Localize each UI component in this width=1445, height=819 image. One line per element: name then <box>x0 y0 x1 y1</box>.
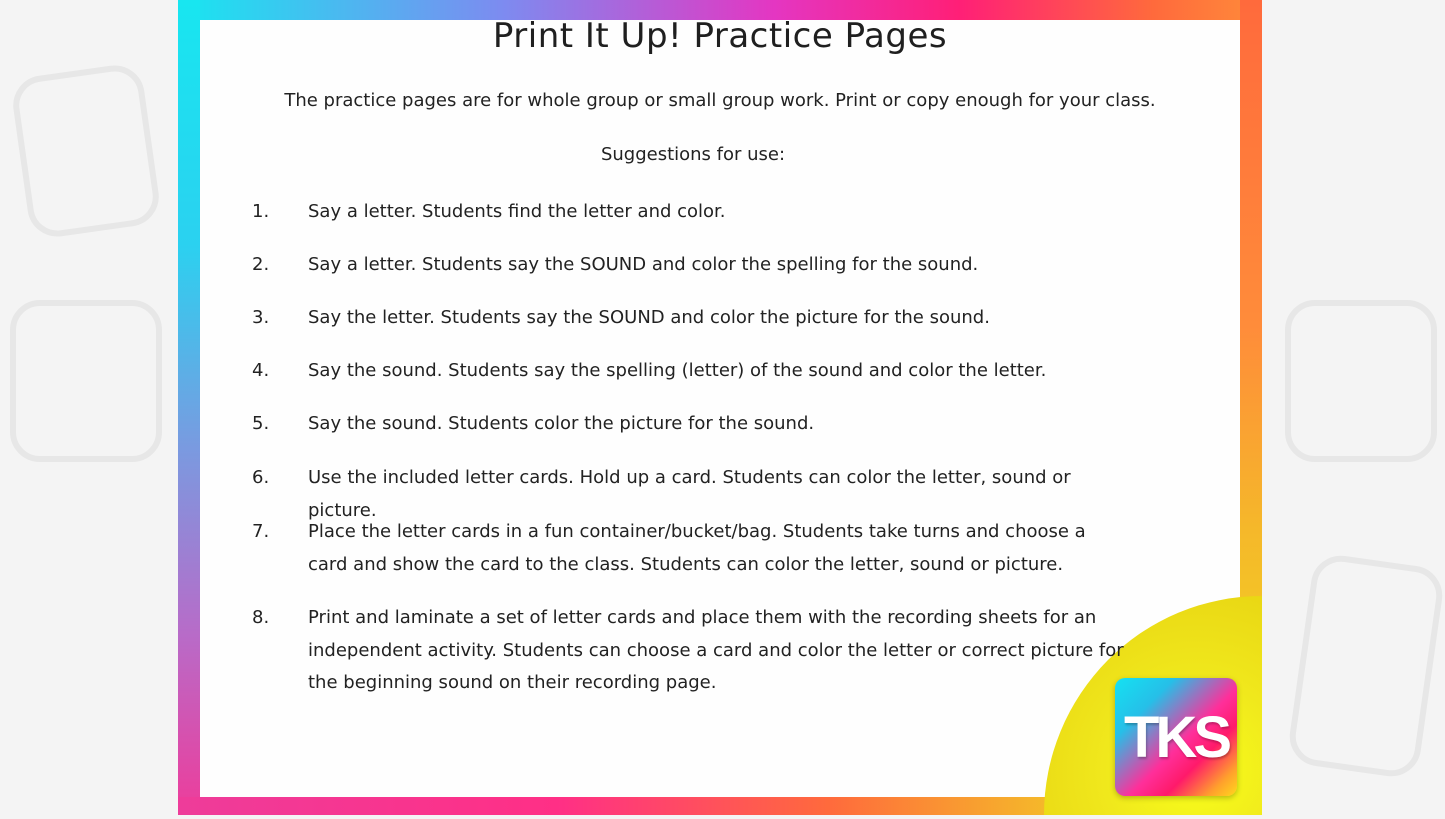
list-item-text: Place the letter cards in a fun container/bucket/bag. Students take turns and choose a card and show the card to the class. Students can color the letter, sound or picture. <box>308 521 1086 575</box>
list-item-text: Say the sound. Students color the picture for the sound. <box>308 413 815 434</box>
page-title: Print It Up! Practice Pages <box>492 16 948 56</box>
tks-logo <box>1115 678 1237 796</box>
intro-text: The practice pages are for whole group or small group work. Print or copy enough for your class. <box>284 90 1156 111</box>
background-doodle <box>1286 552 1445 780</box>
list-item-number: 1. <box>252 201 270 222</box>
list-item-number: 5. <box>252 413 270 434</box>
background-doodle <box>10 300 162 462</box>
list-item-text: Say a letter. Students find the letter and color. <box>308 201 726 222</box>
suggestions-heading: Suggestions for use: <box>600 144 786 165</box>
list-item-number: 7. <box>252 521 270 542</box>
list-item-number: 4. <box>252 360 270 381</box>
list-item-text: Say a letter. Students say the SOUND and color the spelling for the sound. <box>308 254 979 275</box>
list-item-text: Say the sound. Students say the spelling (letter) of the sound and color the letter. <box>308 360 1047 381</box>
list-item-number: 3. <box>252 307 270 328</box>
list-item-number: 8. <box>252 607 270 628</box>
frame-left-edge <box>178 0 200 815</box>
list-item-number: 6. <box>252 467 270 488</box>
list-item-number: 2. <box>252 254 270 275</box>
list-item-text: Use the included letter cards. Hold up a card. Students can color the letter, sound or picture. <box>308 467 1071 521</box>
logo-text: TKS <box>1124 704 1228 770</box>
background-doodle <box>1285 300 1437 462</box>
list-item-text: Print and laminate a set of letter cards and place them with the recording sheets for an independent activity. Students can choose a card and color the letter or correct picture for the beginning sound on their recording page. <box>308 607 1124 693</box>
list-item-text: Say the letter. Students say the SOUND and color the picture for the sound. <box>308 307 990 328</box>
background-doodle <box>9 62 162 241</box>
